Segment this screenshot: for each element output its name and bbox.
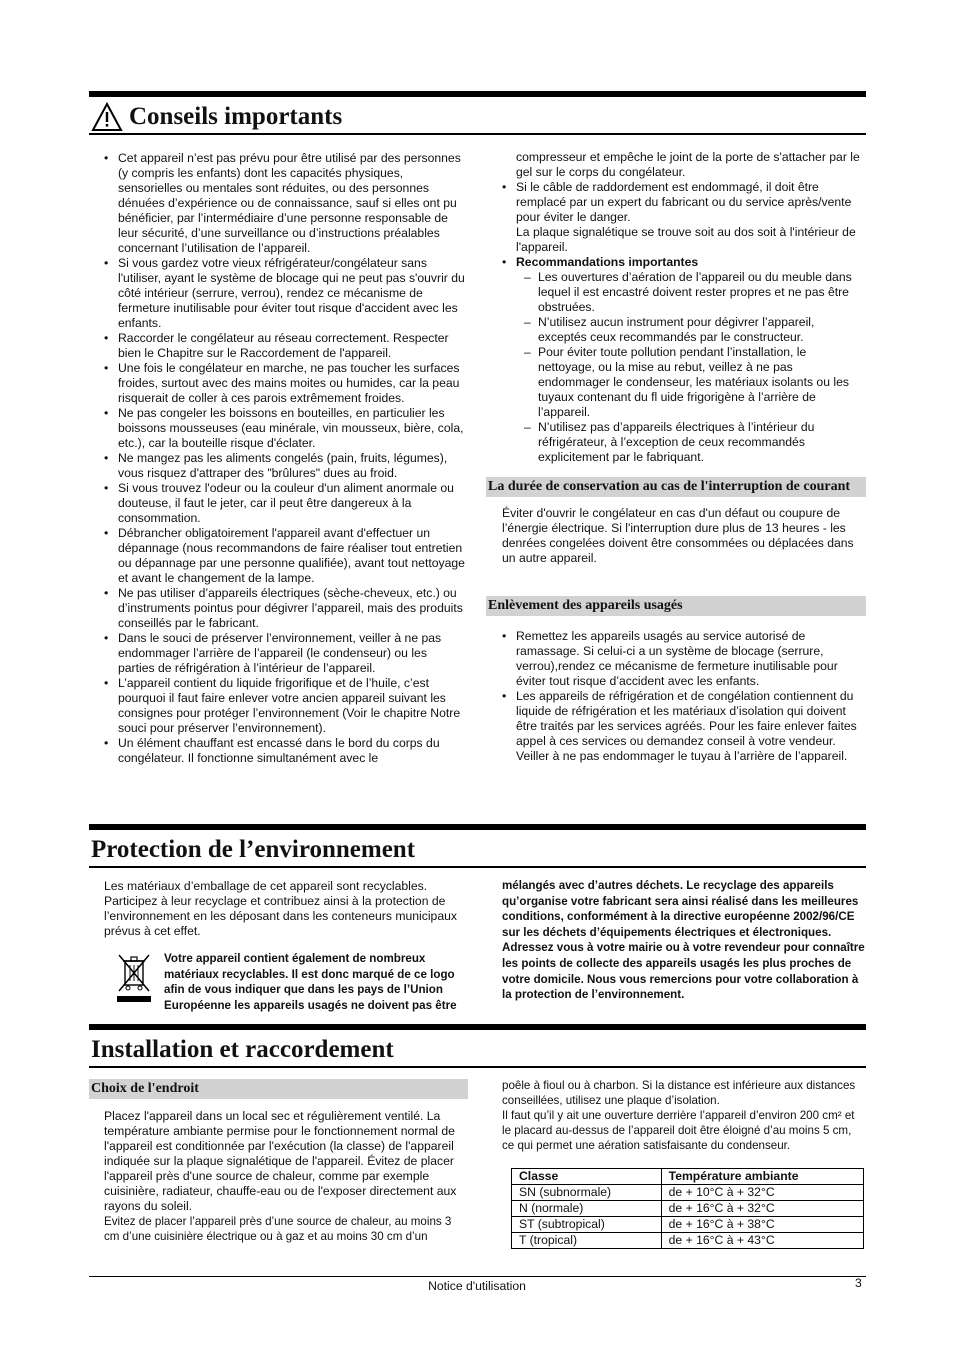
list-item: • Cet appareil n’est pas prévu pour être utilisé par des personnes (y compris les enfants) dont les capacités physiques, sensorielles ou mentales sont réduites, ou des personnes dénuées d’expérience ou de connaissance, sauf si elles ont pu bénéficier, par l’intermédiaire d’une personne responsable de leur sécurité, d’une surveillance ou d’instructions préalables concernant l’utilisation de l’appareil. xyxy=(104,151,466,256)
subsection-title: Enlèvement des appareils usagés xyxy=(486,596,866,616)
list-item xyxy=(502,255,864,270)
list-item: • Une fois le congélateur en marche, ne pas toucher les surfaces froides, surtout avec des mains moites ou humides, car la peau risquerait de coller à ces parois extrêmement froides. xyxy=(104,361,466,406)
list-item: • Ne pas congeler les boissons en bouteilles, en particulier les boissons mousseuses (eau minérale, vin mousseux, bière, cola, etc.), car la bouteille risque d'éclater. xyxy=(104,406,466,451)
list-item: • Si vous gardez votre vieux réfrigérateur/congélateur sans l'utiliser, ayant le système de blocage qui ne peut pas s'ouvrir du côté intérieur (serrure, verrou), rendez ce mécanisme de fermeture inutilisable pour éviter tout risque d'accident avec les enfants. xyxy=(104,256,466,331)
table-header: Classe xyxy=(512,1169,662,1185)
list-item: • Dans le souci de préserver l’environnement, veiller à ne pas endommager l’arrière de l’appareil (le condenseur) ou les parties de réfrigération à l’intérieur de l’appareil. xyxy=(104,631,466,676)
reco-title: Recommandations importantes xyxy=(516,255,699,269)
table-header: Température ambiante xyxy=(661,1169,863,1185)
table-row xyxy=(512,1201,864,1217)
section-conseils-header xyxy=(89,91,866,135)
section-environnement-header xyxy=(89,824,866,868)
table-cell: de + 16°C à + 43°C xyxy=(661,1233,863,1249)
table-row xyxy=(512,1217,864,1233)
list-item: • L’appareil contient du liquide frigorifique et de l’huile, c’est pourquoi il faut faire enlever votre ancien appareil suivant les consignes pour protéger l’environnement (Voir le chapitre Notre souci pour préserver l’environnement). xyxy=(104,676,466,736)
list-item: • Les appareils de réfrigération et de congélation contiennent du liquide de réfrigération et les matériaux d’isolation qui doivent être traités par les services agréés. Pour les faire enlever faites appel à ces services ou demandez conseil à votre vendeur. Veiller à ne pas endommager le tuyau à l’arrière de l’appareil. xyxy=(502,689,866,764)
enlev-list xyxy=(486,616,866,764)
subsection-title: Choix de l'endroit xyxy=(89,1079,468,1099)
table-cell: de + 16°C à + 38°C xyxy=(661,1217,863,1233)
list-item: • Si vous trouvez l'odeur ou la couleur d'un aliment anormale ou douteuse, il faut le jeter, car il peut être dangereux à la consommation. xyxy=(104,481,466,526)
reco-list xyxy=(502,270,864,465)
page-number: 3 xyxy=(855,1276,862,1290)
list-item: • Raccorder le congélateur au réseau correctement. Respecter bien le Chapitre sur le Raccordement de l'appareil. xyxy=(104,331,466,361)
warning-triangle-icon xyxy=(91,102,123,132)
footer-title: Notice d'utilisation xyxy=(428,1279,526,1293)
table-cell: T (tropical) xyxy=(512,1233,662,1249)
crossed-bin-icon xyxy=(116,951,152,1005)
list-item: • Un élément chauffant est encassé dans le bord du corps du congélateur. Il fonctionne simultanément avec le xyxy=(104,736,466,766)
section-title: Protection de l’environnement xyxy=(91,836,416,863)
install-right-column xyxy=(502,1078,864,1153)
conseils-list xyxy=(104,151,466,766)
table-header-row xyxy=(512,1169,864,1185)
install-text: Placez l'appareil dans un local sec et régulièrement ventilé. La température ambiante permise pour le fonctionnement normal de l'appareil est conditionnée par l'exécution (la classe) de l'appareil indiquée sur la plaque signalétique de l'appareil. Évitez de placer l'appareil près d'une source de chaleur, comme par exemple cuisinière, radiateur, chauffe-eau ou de l'exposer directement aux rayons du soleil. xyxy=(104,1109,457,1213)
list-item: • Débrancher obligatoirement l'appareil avant d'effectuer un dépannage (nous recommandons de faire réaliser tout entretien ou dépannage par une personne qualifiée), avant tout nettoyage et avant le changement de la lampe. xyxy=(104,526,466,586)
table-cell: SN (subnormale) xyxy=(512,1185,662,1201)
list-item: • Ne pas utiliser d’appareils électriques (sèche-cheveux, etc.) ou d’instruments pointus pour dégivrer l’appareil, mais des produits conseillés par le fabricant. xyxy=(104,586,466,631)
list-item: • Ne mangez pas les aliments congelés (pain, fruits, légumes), vous risquez d'attraper des "brûlures" dues au froid. xyxy=(104,451,466,481)
install-right-text: poêle à fioul ou à charbon. Si la distance est inférieure aux distances conseillées, utilisez une plaque d’isolation. xyxy=(502,1079,856,1107)
install-left-column xyxy=(89,1079,468,1244)
conseils-left-column xyxy=(104,151,466,766)
conseils-list-right xyxy=(502,180,864,270)
dash-item: – N’utilisez aucun instrument pour dégivrer l’appareil, exceptés ceux recommandés par le constructeur. xyxy=(524,315,864,345)
table-cell: de + 16°C à + 32°C xyxy=(661,1201,863,1217)
table-row xyxy=(512,1185,864,1201)
section-title: Installation et raccordement xyxy=(91,1036,394,1063)
plaque-text: La plaque signalétique se trouve soit au dos soit à l'intérieur de l'appareil. xyxy=(516,225,856,254)
duree-text: Éviter d'ouvrir le congélateur en cas d'un défaut ou coupure de l’énergie électrique. Si l'interruption dure plus de 13 heures - les denrées congelées doivent être consommées ou déplacées dans un autre appareil. xyxy=(502,506,854,565)
conseils-right-column xyxy=(502,150,864,465)
section-title: Conseils importants xyxy=(129,103,343,130)
dash-item: – Les ouvertures d’aération de l’appareil ou du meuble dans lequel il est encastré doivent rester propres et ne pas être obstruées. xyxy=(524,270,864,315)
climate-class-table xyxy=(511,1168,864,1249)
enlev-block xyxy=(486,596,866,764)
continued-text: compresseur et empêche le joint de la porte de s'attacher par le gel sur le corps du congélateur. xyxy=(516,150,860,179)
table-cell: ST (subtropical) xyxy=(512,1217,662,1233)
weee-text: Votre appareil contient également de nombreux matériaux recyclables. Il est donc marqué de ce logo afin de vous indiquer que dans les pays de l’Union Européenne les appareils usagés ne doivent pas être xyxy=(164,952,457,1012)
install-text-2: Evitez de placer l’appareil près d’une source de chaleur, au moins 3 cm d’une cuisinière électrique ou à gaz et au moins 30 cm d’un xyxy=(104,1215,452,1243)
weee-text-continued: mélangés avec d’autres déchets. Le recyclage des appareils qu’organise votre fabricant sera ainsi réalisé dans les meilleures conditions, conformément à la directive européenne 2002/96/CE sur les déchets d’équipements électriques et électroniques. Adressez vous à votre mairie ou à votre revendeur pour connaître les points de collecte des appareils usagés les plus proches de votre domicile. Nous vous remercions pour votre collaboration à la protection de l’environnement. xyxy=(502,879,865,1002)
subsection-title: La durée de conservation au cas de l'interruption de courant xyxy=(486,477,866,497)
env-right-column xyxy=(502,878,866,1003)
table-cell: de + 10°C à + 32°C xyxy=(661,1185,863,1201)
list-item: • Remettez les appareils usagés au service autorisé de ramassage. Si celui-ci a un système de blocage (serrure, verrou),rendez ce mécanisme de fermeture inutilisable pour éviter tout risque d’accident avec les enfants. xyxy=(502,629,866,689)
section-installation-header xyxy=(89,1024,866,1068)
table-cell: N (normale) xyxy=(512,1201,662,1217)
table-row xyxy=(512,1233,864,1249)
install-right-text-2: Il faut qu’il y ait une ouverture derrière l’appareil d’environ 200 cm² et le placard au-dessus de l’appareil doit être éloigné d’au moins 5 cm, ce qui permet une aération satisfaisante du condenseur. xyxy=(502,1109,855,1152)
env-left-column xyxy=(104,879,468,1013)
list-item xyxy=(502,180,864,255)
env-text: Les matériaux d’emballage de cet appareil sont recyclables. Participez à leur recyclage et contribuez ainsi à la protection de l’environnement en les déposant dans les conteneurs municipaux prévus à cet effet. xyxy=(104,879,457,938)
duree-block xyxy=(486,477,866,566)
cable-text: Si le câble de raddordement est endommagé, il doit être remplacé par un expert du fabricant ou du service après/vente pour éviter le danger. xyxy=(516,180,852,224)
footer-divider xyxy=(89,1276,866,1277)
class-table-wrap xyxy=(511,1168,864,1249)
dash-item: – Pour éviter toute pollution pendant l’installation, le nettoyage, ou la mise au rebut, veillez à ne pas endommager le condenseur, les matériaux isolants ou les tuyaux contenant du fl uide frigorigène à l’arrière de l’appareil. xyxy=(524,345,864,420)
dash-item: – N’utilisez pas d’appareils électriques à l’intérieur du réfrigérateur, à l’exception de ceux recommandés explicitement par le fabriquant. xyxy=(524,420,864,465)
weee-block xyxy=(104,951,468,1013)
